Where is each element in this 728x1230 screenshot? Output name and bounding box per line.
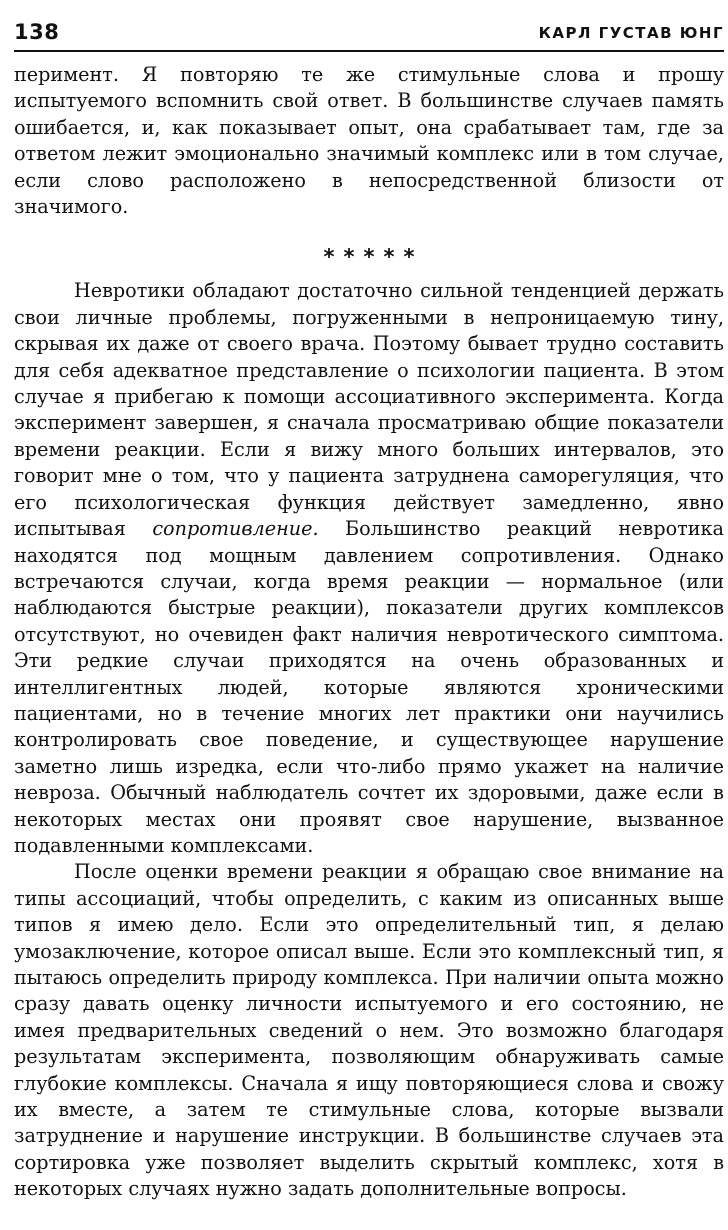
- paragraph-neurotics-part1: Невротики обладают достаточно сильной тенденцией держать свои личные проблемы, погруженными в непроницаемую тину, скрывая их даже от своего врача. Поэтому бывает трудно составить для себя адекватное представление о психологии пациента. В этом случае я прибегаю к помощи ассоциативного эксперимента. Когда эксперимент завершен, я сначала просматриваю общие показатели времени реакции. Если я вижу много больших интервалов, это говорит мне о том, что у пациента затруднена саморегуляция, что его психологическая функция действует замедленно, явно испытывая: [14, 279, 724, 541]
- paragraph-continued: перимент. Я повторяю те же стимульные слова и прошу испытуемого вспомнить свой ответ. В большинстве случаев память ошибается, и, как показывает опыт, она срабатывает там, где за ответом лежит эмоционально значимый комплекс или в том случае, если слово расположено в непосредственной близости от значимого.: [14, 63, 724, 219]
- body-text: [14, 62, 724, 1203]
- paragraph-association-types: После оценки времени реакции я обращаю свое внимание на типы ассоциаций, чтобы определить, с каким из описанных выше типов я имею дело. Если это определительный тип, я делаю умозаключение, которое описал выше. Если это комплексный тип, я пытаюсь определить природу комплекса. При наличии опыта можно сразу давать оценку личности испытуемого и его состоянию, не имея предварительных сведений о нем. Это возможно благодаря результатам эксперимента, позволяющим обнаруживать самые глубокие комплексы. Сначала я ищу повторяющиеся слова и свожу их вместе, а затем те стимульные слова, которые вызвали затруднение и нарушение инструкции. В большинстве случаев эта сортировка уже позволяет выделить скрытый комплекс, хотя в некоторых случаях нужно задать дополнительные вопросы.: [14, 860, 724, 1201]
- page-number: 138: [14, 20, 60, 44]
- running-head-author: КАРЛ ГУСТАВ ЮНГ: [538, 24, 724, 42]
- section-separator: *****: [323, 245, 424, 270]
- book-page: [14, 0, 724, 1230]
- running-head: [14, 0, 724, 52]
- emphasized-word: сопротивление.: [152, 517, 319, 541]
- paragraph-neurotics-part2: Большинство реакций невротика находятся под мощным давлением сопротивления. Однако встречаются случаи, когда время реакции — нормальное (или наблюдаются быстрые реакции), показатели других комплексов отсутствуют, но очевиден факт наличия невротического симптома. Эти редкие случаи приходятся на очень образованных и интеллигентных людей, которые являются хроническими пациентами, но в течение многих лет практики они научились контролировать свое поведение, и существующее нарушение заметно лишь изредка, если что-либо прямо укажет на наличие невроза. Обычный наблюдатель сочтет их здоровыми, даже если в некоторых местах они проявят свое нарушение, вызванное подавленными комплексами.: [14, 517, 724, 857]
- paragraph-neurotics: [14, 278, 724, 859]
